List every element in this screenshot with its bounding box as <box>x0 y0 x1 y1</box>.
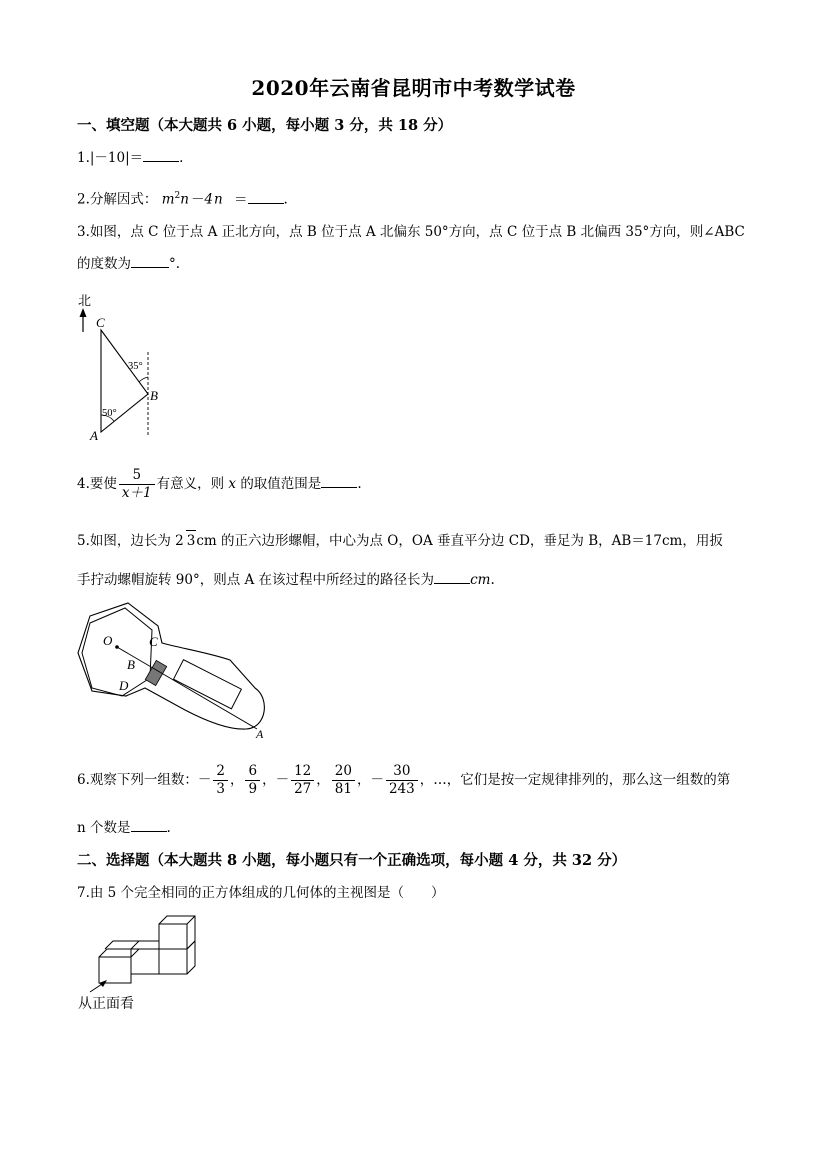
section-2-heading: 二、选择题（本大题共 8 小题，每小题只有一个正确选项，每小题 4 分，共 32 分） <box>77 852 627 869</box>
term-3-sign: － <box>275 772 290 788</box>
wrench-handle-slot <box>173 660 241 709</box>
point-c-label: C <box>96 315 105 330</box>
term-1: $\frac{2}{3}$ <box>213 763 228 798</box>
answer-blank <box>131 818 167 832</box>
math-expression: n－4n <box>180 191 224 208</box>
term-5: $\frac{30}{243}$ <box>386 763 418 798</box>
question-1: 1.|－10|＝ . <box>77 150 184 166</box>
answer-blank <box>321 474 357 488</box>
north-arrowhead <box>80 308 87 317</box>
term-2: $\frac{6}{9}$ <box>245 763 260 798</box>
term-4: $\frac{20}{81}$ <box>332 763 355 798</box>
answer-blank <box>131 254 169 268</box>
term-1-sign: － <box>197 772 212 788</box>
question-6-line-2: n 个数是 . <box>77 820 171 836</box>
point-b-label: B <box>127 657 135 672</box>
sqrt-radicand: 3 <box>186 530 197 551</box>
cubes <box>99 916 195 983</box>
point-o-label: O <box>103 633 113 648</box>
hexagon-nut <box>82 608 152 696</box>
section-1-heading: 一、填空题（本大题共 6 小题，每小题 3 分，共 18 分） <box>77 117 453 134</box>
math-m: m <box>161 191 175 208</box>
wrench-nut-figure <box>70 598 270 743</box>
angle-35-label: 35° <box>128 361 143 372</box>
angle-50-label: 50° <box>102 408 117 419</box>
question-2-prefix: 2.分解因式： <box>77 191 158 208</box>
question-1-text: 1.|－10|＝ <box>77 150 144 166</box>
term-5-sign: － <box>370 772 384 788</box>
question-3-line-2: 的度数为 °. <box>77 256 181 272</box>
term-3: $\frac{12}{27}$ <box>291 763 314 798</box>
front-view-caption: 从正面看 <box>78 996 134 1012</box>
bearing-triangle-figure <box>70 290 180 450</box>
page-title: 2020年云南省昆明市中考数学试卷 <box>251 76 576 100</box>
answer-blank <box>248 190 284 204</box>
wrench-jaw-block <box>145 660 166 685</box>
question-5-line-2: 手拧动螺帽旋转 90°，则点 A 在该过程中所经过的路径长为 cm. <box>77 572 495 588</box>
point-a-label: A <box>256 727 264 741</box>
wrench-outline <box>78 603 264 729</box>
angle-35-arc <box>139 377 148 382</box>
question-7: 7.由 5 个完全相同的正方体组成的几何体的主视图是（ ） <box>77 885 445 901</box>
question-6-line-1: 6.观察下列一组数：－ $\frac{2}{3}$ ， $\frac{6}{9}$ ，－ $\frac{12}{27}$ ， $\frac{20}{81}$ ，－ $\frac{30}{243}$ ，…，它们是按一定规律排列的，那么这一组数的第 <box>77 763 731 797</box>
point-d-label: D <box>119 678 129 693</box>
line-oa <box>117 647 257 729</box>
answer-blank <box>434 570 470 584</box>
point-b-label: B <box>150 388 158 403</box>
fraction: $\frac{5}{x+1}$ <box>119 467 155 502</box>
point-c-label: C <box>149 634 158 649</box>
cube-solid-figure <box>72 910 202 1020</box>
question-4: 4.要使 $\frac{5}{x+1}$ 有意义，则 x 的取值范围是 . <box>77 467 362 501</box>
point-a-label: A <box>90 428 98 443</box>
question-3-line-1: 3.如图，点 C 位于点 A 正北方向，点 B 位于点 A 北偏东 50°方向，点 C 位于点 B 北偏西 35°方向，则∠ABC <box>77 224 745 240</box>
question-5-line-1: 5.如图，边长为 2 3cm 的正六边形螺帽，中心为点 O，OA 垂直平分边 CD，垂足为 B，AB＝17cm，用扳 <box>77 530 723 551</box>
north-label: 北 <box>78 293 92 308</box>
question-2: 2.分解因式： $m^2n-4n$ ＝ . <box>77 191 288 208</box>
answer-blank <box>143 148 179 162</box>
